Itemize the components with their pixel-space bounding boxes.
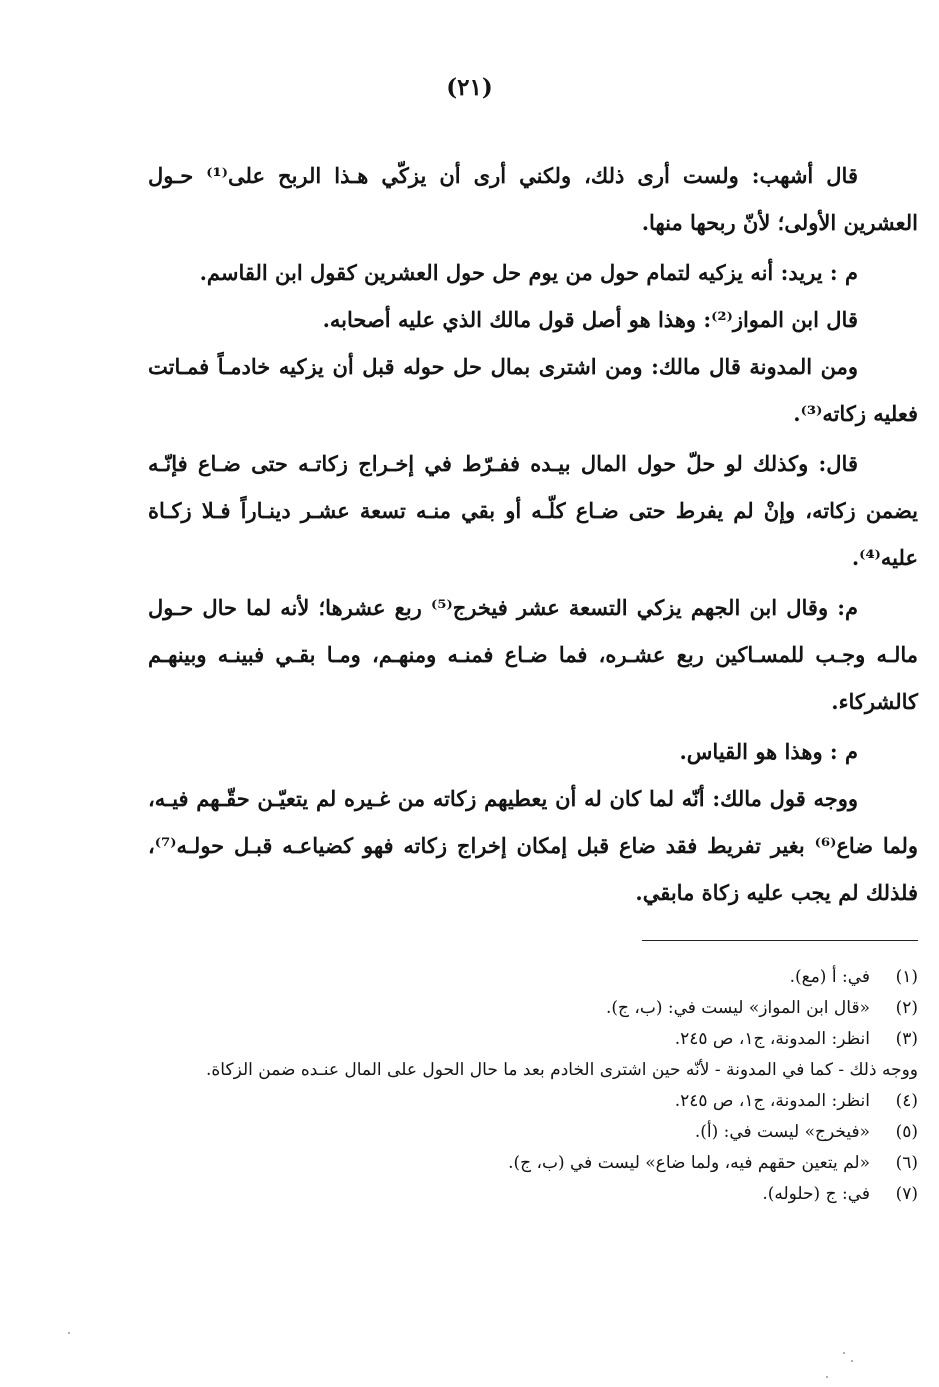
footnote-continuation — [148, 1055, 918, 1086]
main-text — [148, 152, 918, 916]
footnote-text: في: أ (مع). — [789, 967, 870, 987]
footnote-text: «لم يتعين حقهم فيه، ولما ضاع» ليست في (ب، ج). — [508, 1153, 870, 1173]
footnote — [148, 993, 918, 1024]
footnote-separator — [642, 940, 918, 941]
footnote-text: ووجه ذلك - كما في المدونة - لأنّه حين اشترى الخادم بعد ما حال الحول على المال عنـده ضمن الزكاة. — [206, 1060, 918, 1080]
footnote-text: «قال ابن المواز» ليست في: (ب، ج). — [605, 998, 870, 1018]
paragraph: قال ابن المواز⁽²⁾: وهذا هو أصل قول مالك الذي عليه أصحابه. — [322, 307, 858, 332]
paragraph: م: وقال ابن الجهم يزكي التسعة عشر فيخرج⁽⁵⁾ ربع عشرها؛ لأنه لما حال حـول مالـه وجـب للمسـاكين ربع عشـره، فما ضـاع فمنـه ومنهـم، ومـا بقـي فبينـه وبينهـم كالشركاء. — [148, 595, 918, 714]
paragraph: قال: وكذلك لو حلّ حول المال بيـده ففـرّط في إخـراج زكاتـه حتى ضـاع فإنّـه يضمن زكاته، وإنْ لم يفرط حتى ضـاع كلّـه أو بقي منـه تسعة عشـر دينـاراً فـلا زكـاة عليه⁽⁴⁾. — [148, 451, 918, 570]
footnote — [148, 1179, 918, 1210]
scan-speck — [826, 1376, 828, 1378]
footnote — [148, 1024, 918, 1055]
paragraph: م : يريد: أنه يزكيه لتمام حول من يوم حل حول العشرين كقول ابن القاسم. — [199, 260, 858, 285]
footnote — [148, 962, 918, 993]
scan-speck — [843, 1352, 845, 1354]
footnote-number: (٣) — [895, 1029, 918, 1049]
footnote — [148, 1086, 918, 1117]
paragraph: ووجه قول مالك: أنّه لما كان له أن يعطيهم زكاته من غـيره لم يتعيّـن حقّـهم فيـه، ولما ضاع⁽⁶⁾ بغير تفريط فقد ضاع قبل إمكان إخراج زكاته فهو كضياعـه قبـل حولـه⁽⁷⁾، فلذلك لم يجب عليه زكاة مابقي. — [148, 786, 919, 905]
paragraph: ومن المدونة قال مالك: ومن اشترى بمال حل حوله قبل أن يزكيه خادمـاً فمـاتت فعليه زكاته⁽³⁾. — [148, 354, 918, 426]
scan-speck — [68, 1332, 70, 1334]
footnote-text: انظر: المدونة، ج١، ص ٢٤٥. — [674, 1029, 870, 1049]
scan-speck — [851, 1360, 853, 1362]
footnote-text: «فيخرج» ليست في: (أ). — [694, 1122, 870, 1142]
paragraph: قال أشهب: ولست أرى ذلك، ولكني أرى أن يزكّي هـذا الربح على⁽¹⁾ حـول العشرين الأولى؛ لأنّ ربحها منها. — [148, 163, 918, 235]
footnote-text: في: ج (حلوله). — [762, 1184, 870, 1204]
footnote — [148, 1117, 918, 1148]
paragraph: م : وهذا هو القياس. — [679, 739, 858, 764]
footnote-number: (٥) — [895, 1122, 918, 1142]
footnote-text: انظر: المدونة، ج١، ص ٢٤٥. — [674, 1091, 870, 1111]
footnote-number: (٢) — [895, 998, 918, 1018]
footnotes — [148, 962, 918, 1210]
page-number: (٢١) — [446, 74, 493, 101]
footnote — [148, 1148, 918, 1179]
footnote-number: (٧) — [895, 1184, 918, 1204]
footnote-number: (١) — [895, 967, 918, 987]
footnote-number: (٦) — [895, 1153, 918, 1173]
footnote-number: (٤) — [895, 1091, 918, 1111]
